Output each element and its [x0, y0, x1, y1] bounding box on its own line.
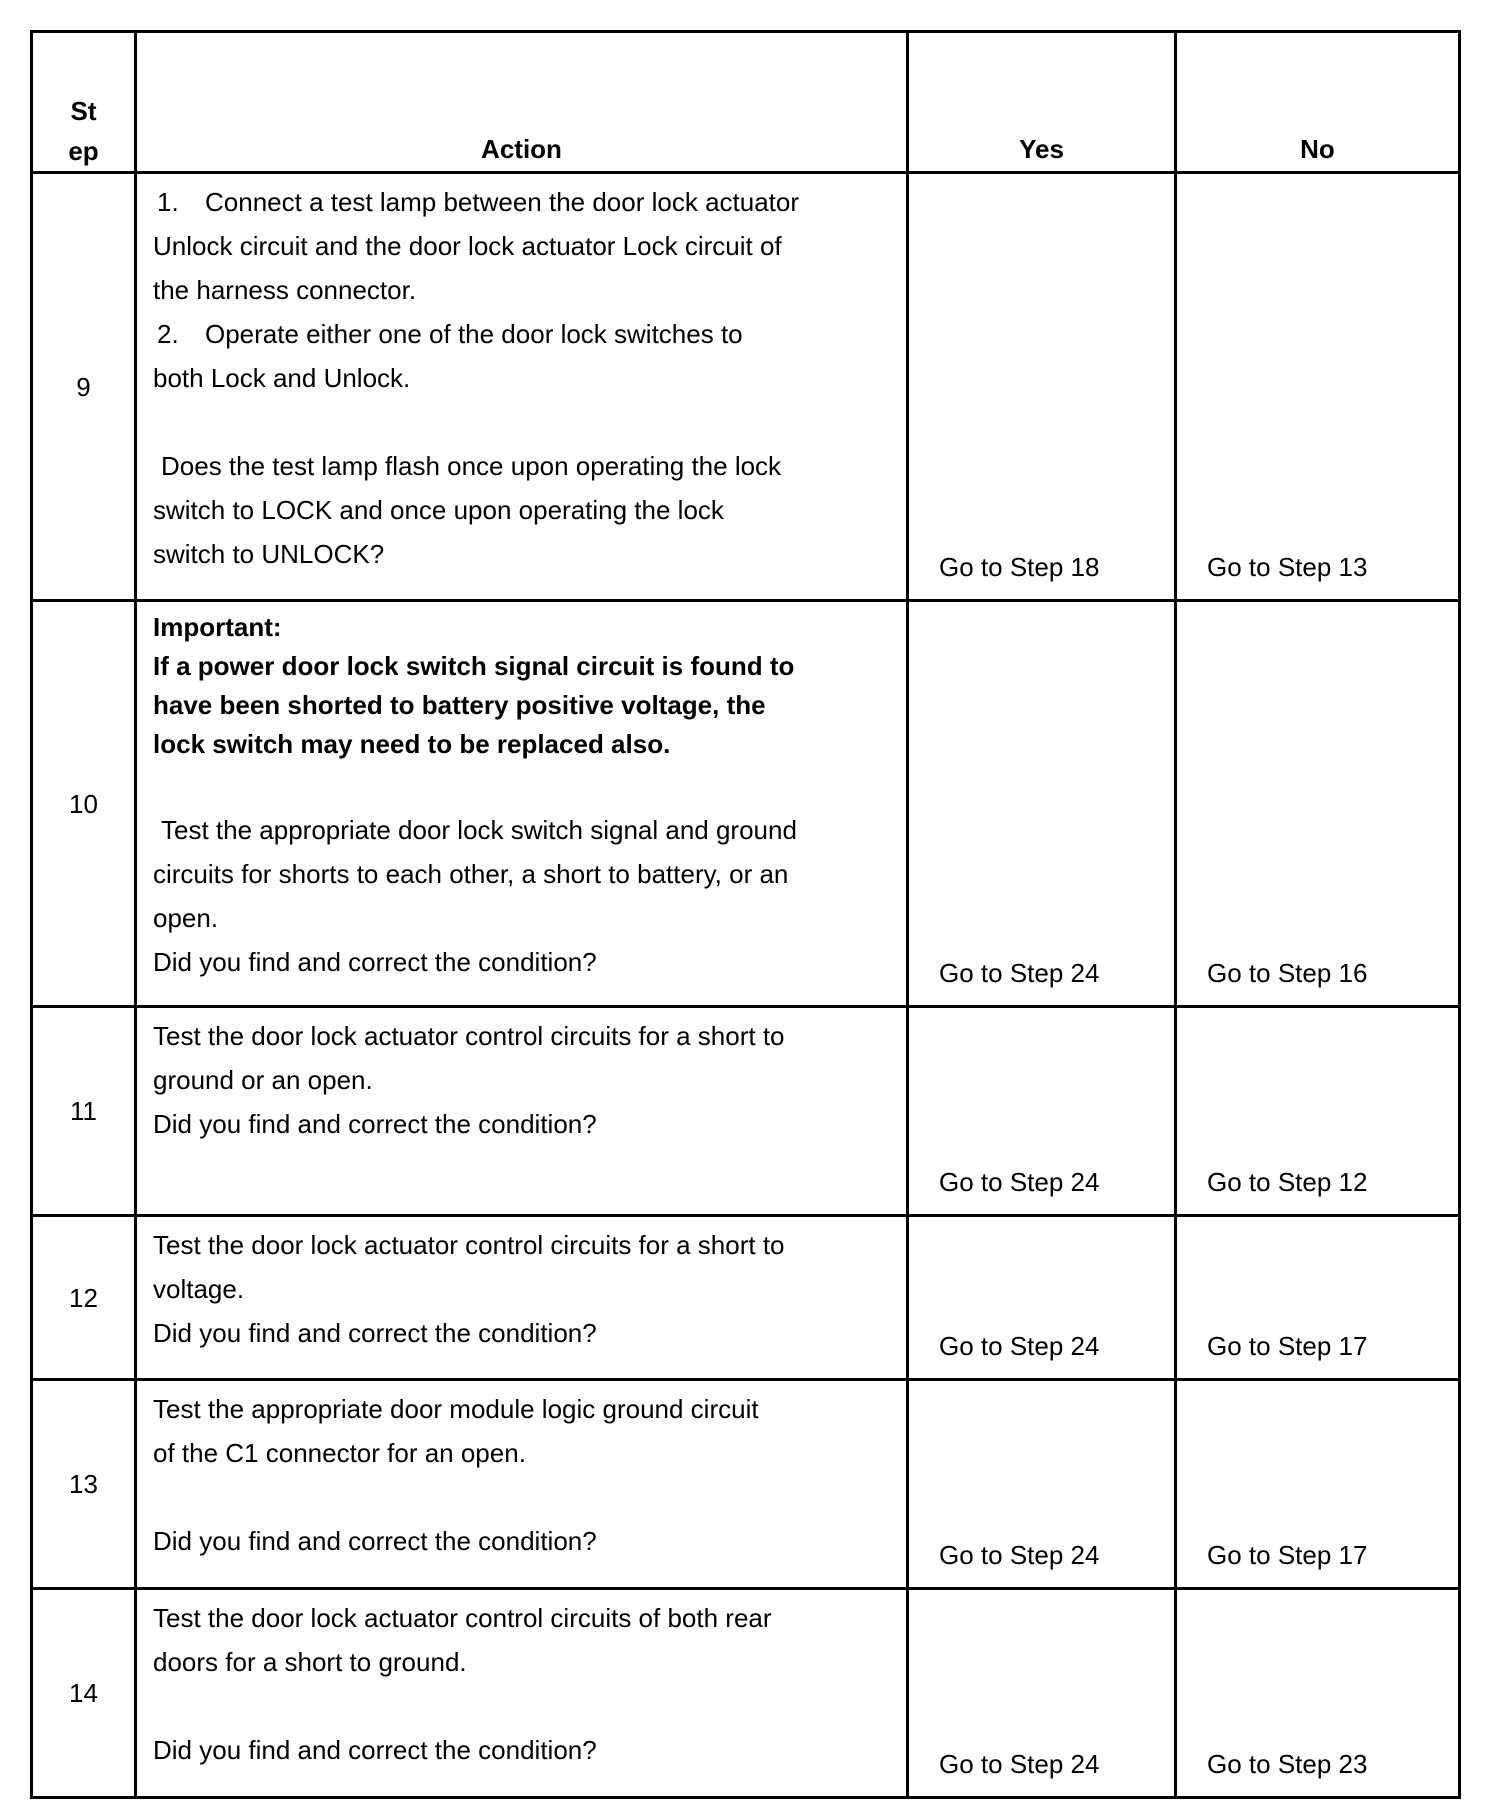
step-number: 13 — [32, 1380, 136, 1589]
yes-cell: Go to Step 24 — [908, 1216, 1176, 1380]
yes-cell: Go to Step 24 — [908, 1380, 1176, 1589]
diagnostic-table — [30, 30, 1461, 1799]
header-row — [32, 32, 1460, 173]
step-number: 11 — [32, 1007, 136, 1216]
table-row — [32, 1007, 1460, 1216]
table-row — [32, 173, 1460, 601]
step-number: 9 — [32, 173, 136, 601]
action-cell: Test the door lock actuator control circuits of both rear doors for a short to ground. Did you find and correct the condition? — [136, 1589, 908, 1798]
yes-cell: Go to Step 18 — [908, 173, 1176, 601]
header-no: No — [1176, 32, 1460, 173]
no-cell: Go to Step 13 — [1176, 173, 1460, 601]
step-number: 12 — [32, 1216, 136, 1380]
action-cell: 1. Connect a test lamp between the door lock actuator Unlock circuit and the door lock actuator Lock circuit of the harness connector. 2. Operate either one of the door lock switches to both Lock and Unlock. Does the test lamp flash once upon operating the lock switch to LOCK and once upon operating the lock switch to UNLOCK? — [136, 173, 908, 601]
no-cell: Go to Step 12 — [1176, 1007, 1460, 1216]
header-action: Action — [136, 32, 908, 173]
action-cell: Test the door lock actuator control circuits for a short to ground or an open. Did you find and correct the condition? — [136, 1007, 908, 1216]
action-cell: Test the door lock actuator control circuits for a short to voltage. Did you find and correct the condition? — [136, 1216, 908, 1380]
table-row — [32, 1589, 1460, 1798]
yes-cell: Go to Step 24 — [908, 1007, 1176, 1216]
table-row — [32, 1216, 1460, 1380]
action-cell: Test the appropriate door module logic ground circuit of the C1 connector for an open. Did you find and correct the condition? — [136, 1380, 908, 1589]
no-cell: Go to Step 23 — [1176, 1589, 1460, 1798]
header-yes: Yes — [908, 32, 1176, 173]
step-number: 14 — [32, 1589, 136, 1798]
no-cell: Go to Step 16 — [1176, 601, 1460, 1007]
no-cell: Go to Step 17 — [1176, 1216, 1460, 1380]
yes-cell: Go to Step 24 — [908, 1589, 1176, 1798]
table-row — [32, 601, 1460, 1007]
yes-cell: Go to Step 24 — [908, 601, 1176, 1007]
no-cell: Go to Step 17 — [1176, 1380, 1460, 1589]
action-cell: Important: If a power door lock switch signal circuit is found to have been shorted to battery positive voltage, the lock switch may need to be replaced also. Test the appropriate door lock switch signal and ground circuits for shorts to each other, a short to battery, or an open. Did you find and correct the condition? — [136, 601, 908, 1007]
important-label: Important: — [153, 612, 282, 642]
step-number: 10 — [32, 601, 136, 1007]
table-row — [32, 1380, 1460, 1589]
header-step: St ep — [32, 32, 136, 173]
